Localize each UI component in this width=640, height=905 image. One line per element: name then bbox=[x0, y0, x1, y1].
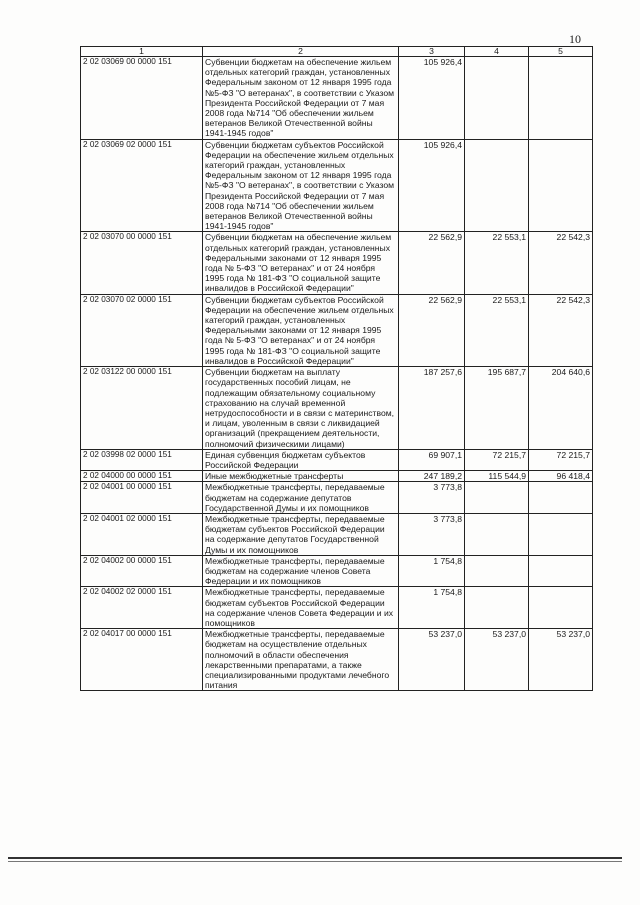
description-cell: Межбюджетные трансферты, передаваемые бюджетам субъектов Российской Федерации на содержание членов Совета Федерации и их помощников bbox=[203, 587, 399, 629]
amount-col3-cell: 53 237,0 bbox=[399, 629, 465, 691]
column-header-3: 3 bbox=[399, 47, 465, 57]
table-header-row bbox=[81, 47, 593, 57]
budget-table bbox=[80, 46, 593, 691]
amount-col5-cell: 204 640,6 bbox=[529, 367, 593, 450]
amount-col3-cell: 1 754,8 bbox=[399, 555, 465, 587]
amount-col4-cell bbox=[465, 482, 529, 514]
amount-col4-cell: 115 544,9 bbox=[465, 471, 529, 482]
amount-col5-cell: 96 418,4 bbox=[529, 471, 593, 482]
amount-col5-cell bbox=[529, 587, 593, 629]
amount-col4-cell bbox=[465, 587, 529, 629]
description-cell: Межбюджетные трансферты, передаваемые бюджетам на содержание депутатов Государственной Думы и их помощников bbox=[203, 482, 399, 514]
table-row bbox=[81, 482, 593, 514]
amount-col4-cell bbox=[465, 57, 529, 140]
amount-col5-cell bbox=[529, 139, 593, 232]
amount-col5-cell bbox=[529, 57, 593, 140]
page-bottom-rule bbox=[8, 857, 622, 859]
amount-col4-cell bbox=[465, 139, 529, 232]
amount-col5-cell: 22 542,3 bbox=[529, 294, 593, 366]
amount-col3-cell: 105 926,4 bbox=[399, 57, 465, 140]
amount-col3-cell: 187 257,6 bbox=[399, 367, 465, 450]
description-cell: Межбюджетные трансферты, передаваемые бюджетам субъектов Российской Федерации на содержание депутатов Государственной Думы и их помощников bbox=[203, 513, 399, 555]
amount-col4-cell: 22 553,1 bbox=[465, 232, 529, 294]
page-bottom-rule-thin bbox=[8, 861, 622, 862]
amount-col3-cell: 69 907,1 bbox=[399, 449, 465, 470]
amount-col3-cell: 105 926,4 bbox=[399, 139, 465, 232]
budget-code-cell: 2 02 03998 02 0000 151 bbox=[81, 449, 203, 470]
budget-code-cell: 2 02 04002 02 0000 151 bbox=[81, 587, 203, 629]
budget-code-cell: 2 02 03122 00 0000 151 bbox=[81, 367, 203, 450]
description-cell: Субвенции бюджетам субъектов Российской Федерации на обеспечение жильем отдельных категорий граждан, установленных Федеральными законами от 12 января 1995 года № 5-ФЗ "О ветеранах" и от 24 ноября 1995 года № 181-ФЗ "О социальной защите инвалидов в Российской Федерации" bbox=[203, 294, 399, 366]
amount-col3-cell: 22 562,9 bbox=[399, 294, 465, 366]
amount-col5-cell: 72 215,7 bbox=[529, 449, 593, 470]
table-row bbox=[81, 232, 593, 294]
budget-code-cell: 2 02 04001 02 0000 151 bbox=[81, 513, 203, 555]
budget-code-cell: 2 02 04001 00 0000 151 bbox=[81, 482, 203, 514]
description-cell: Субвенции бюджетам субъектов Российской Федерации на обеспечение жильем отдельных категорий граждан, установленных Федеральным законом от 12 января 1995 года №5-ФЗ "О ветеранах", в соответствии с Указом Президента Российской Федерации от 7 мая 2008 года №714 "Об обеспечении жильем ветеранов Великой Отечественной войны 1941-1945 годов" bbox=[203, 139, 399, 232]
budget-code-cell: 2 02 04000 00 0000 151 bbox=[81, 471, 203, 482]
description-cell: Межбюджетные трансферты, передаваемые бюджетам на осуществление отдельных полномочий в области обеспечения лекарственными препаратами, а также специализированными продуктами лечебного питания bbox=[203, 629, 399, 691]
description-cell: Единая субвенция бюджетам субъектов Российской Федерации bbox=[203, 449, 399, 470]
amount-col5-cell: 22 542,3 bbox=[529, 232, 593, 294]
budget-code-cell: 2 02 03069 02 0000 151 bbox=[81, 139, 203, 232]
amount-col3-cell: 22 562,9 bbox=[399, 232, 465, 294]
table-row bbox=[81, 629, 593, 691]
description-cell: Межбюджетные трансферты, передаваемые бюджетам на содержание членов Совета Федерации и их помощников bbox=[203, 555, 399, 587]
table-row bbox=[81, 139, 593, 232]
amount-col5-cell bbox=[529, 482, 593, 514]
amount-col5-cell bbox=[529, 513, 593, 555]
budget-code-cell: 2 02 04017 00 0000 151 bbox=[81, 629, 203, 691]
amount-col4-cell: 195 687,7 bbox=[465, 367, 529, 450]
amount-col3-cell: 1 754,8 bbox=[399, 587, 465, 629]
table-row bbox=[81, 57, 593, 140]
amount-col4-cell: 53 237,0 bbox=[465, 629, 529, 691]
table-row bbox=[81, 367, 593, 450]
page-number: 10 bbox=[569, 32, 581, 46]
table-row bbox=[81, 449, 593, 470]
amount-col4-cell bbox=[465, 513, 529, 555]
amount-col3-cell: 3 773,8 bbox=[399, 513, 465, 555]
budget-code-cell: 2 02 03070 00 0000 151 bbox=[81, 232, 203, 294]
budget-code-cell: 2 02 04002 00 0000 151 bbox=[81, 555, 203, 587]
amount-col4-cell bbox=[465, 555, 529, 587]
amount-col3-cell: 247 189,2 bbox=[399, 471, 465, 482]
description-cell: Субвенции бюджетам на обеспечение жильем отдельных категорий граждан, установленных Федеральным законом от 12 января 1995 года №5-ФЗ "О ветеранах", в соответствии с Указом Президента Российской Федерации от 7 мая 2008 года №714 "Об обеспечении жильем ветеранов Великой Отечественной войны 1941-1945 годов" bbox=[203, 57, 399, 140]
table-row bbox=[81, 294, 593, 366]
amount-col3-cell: 3 773,8 bbox=[399, 482, 465, 514]
amount-col5-cell bbox=[529, 555, 593, 587]
amount-col4-cell: 22 553,1 bbox=[465, 294, 529, 366]
column-header-4: 4 bbox=[465, 47, 529, 57]
table-row bbox=[81, 587, 593, 629]
table-row bbox=[81, 555, 593, 587]
column-header-5: 5 bbox=[529, 47, 593, 57]
table-row bbox=[81, 471, 593, 482]
amount-col4-cell: 72 215,7 bbox=[465, 449, 529, 470]
amount-col5-cell: 53 237,0 bbox=[529, 629, 593, 691]
budget-code-cell: 2 02 03070 02 0000 151 bbox=[81, 294, 203, 366]
column-header-1: 1 bbox=[81, 47, 203, 57]
table-row bbox=[81, 513, 593, 555]
description-cell: Субвенции бюджетам на обеспечение жильем отдельных категорий граждан, установленных Федеральными законами от 12 января 1995 года № 5-ФЗ "О ветеранах" и от 24 ноября 1995 года № 181-ФЗ "О социальной защите инвалидов в Российской Федерации" bbox=[203, 232, 399, 294]
budget-code-cell: 2 02 03069 00 0000 151 bbox=[81, 57, 203, 140]
column-header-2: 2 bbox=[203, 47, 399, 57]
description-cell: Иные межбюджетные трансферты bbox=[203, 471, 399, 482]
description-cell: Субвенции бюджетам на выплату государственных пособий лицам, не подлежащим обязательному социальному страхованию на случай временной нетрудоспособности и в связи с материнством, и лицам, уволенным в связи с ликвидацией организаций (прекращением деятельности, полномочий физическими лицами) bbox=[203, 367, 399, 450]
